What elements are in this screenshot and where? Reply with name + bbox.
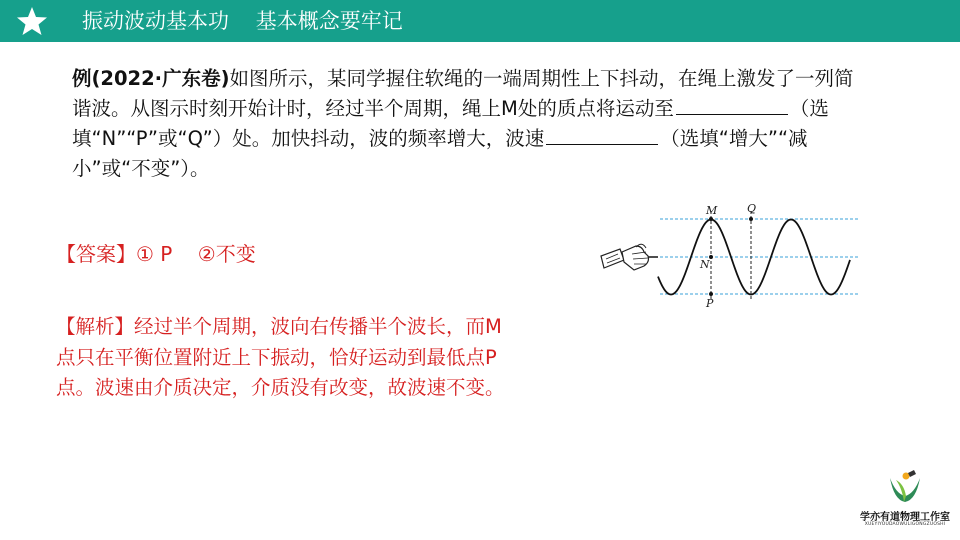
star-icon: [16, 5, 48, 37]
logo-name-cn: 学亦有道物理工作室: [860, 512, 950, 523]
wave-figure: [598, 196, 860, 316]
studio-logo: [850, 466, 960, 536]
answer-blank-1: [676, 94, 788, 115]
answer-blank-2: [546, 124, 658, 145]
label-p: P: [706, 297, 714, 310]
label-n: N: [700, 258, 710, 271]
question-text: [72, 64, 872, 184]
label-m: M: [706, 204, 718, 217]
point-q: [749, 217, 753, 221]
answer-text: 【答案】① P ②不变: [56, 242, 256, 266]
header-bar: [0, 0, 960, 42]
hand-icon: [601, 244, 658, 270]
logo-name-en: XUEYIYOUDAOWULIGONGZUOSHI: [864, 522, 946, 527]
header-title: 振动波动基本功 基本概念要牢记: [82, 9, 403, 33]
question-part-2: （选填“N”“P”或“Q”）处。加快抖动，波的频率增大，波速: [72, 97, 829, 150]
explanation-text: 【解析】经过半个周期，波向右传播半个波长，而M点只在平衡位置附近上下振动，恰好运动到最低点P点。波速由介质决定，介质没有改变，故波速不变。: [56, 315, 505, 399]
question-label: 例(2022·广东卷): [72, 67, 230, 90]
question-part-3: （选填“增大”“减小”或“不变”）。: [72, 127, 808, 180]
logo-icon: [850, 466, 960, 508]
label-q: Q: [747, 202, 757, 215]
point-p: [709, 292, 713, 296]
question-part-1: 如图所示，某同学握住软绳的一端周期性上下抖动，在绳上激发了一列简谐波。从图示时刻开始计时，经过半个周期，绳上M处的质点将运动至: [72, 67, 854, 120]
point-m: [709, 217, 713, 221]
